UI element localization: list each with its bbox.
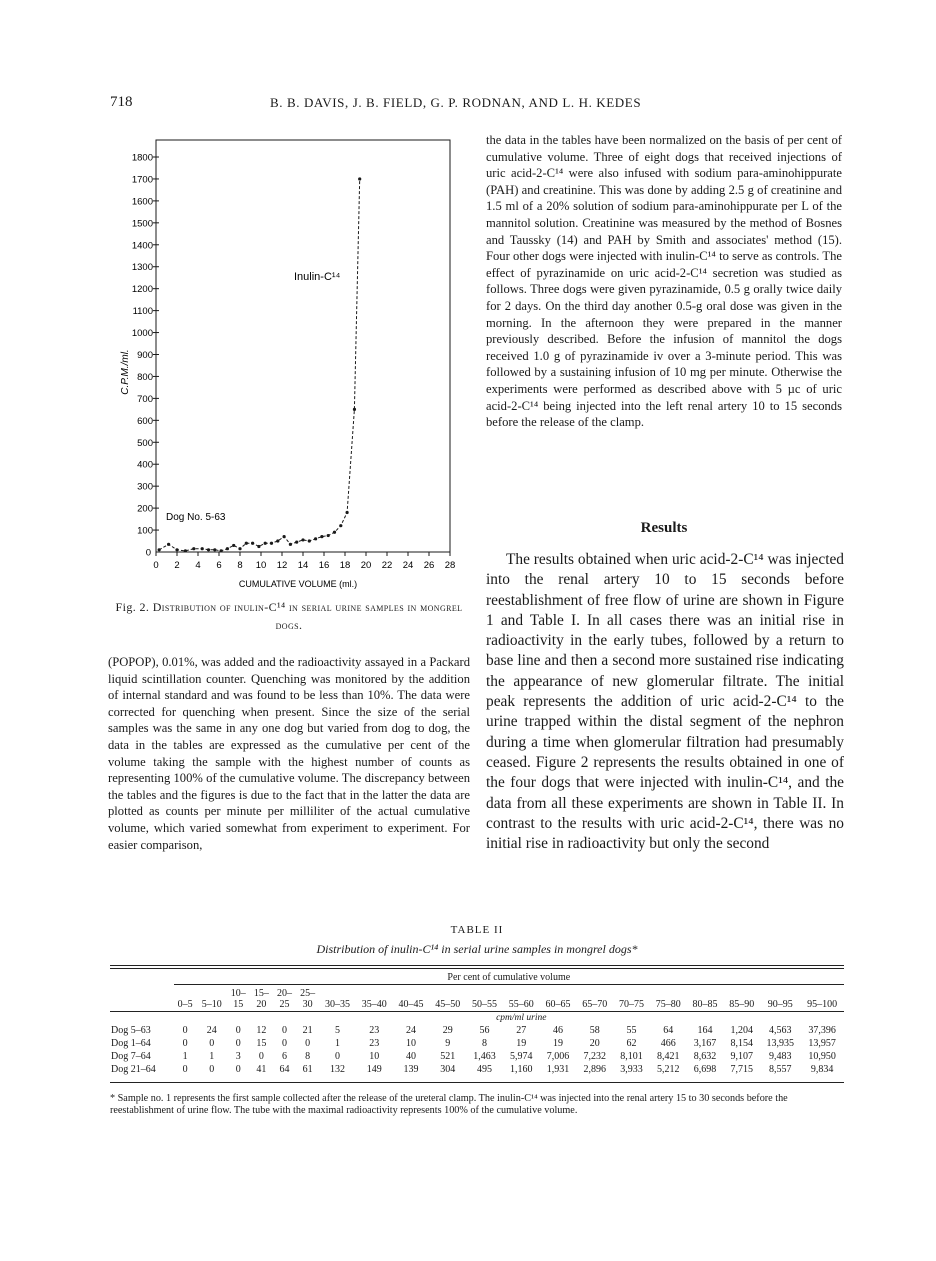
data-point <box>276 539 279 542</box>
table-cell: 0 <box>182 1064 188 1075</box>
table-cell: 0 <box>335 1051 341 1062</box>
chart-frame <box>156 140 450 552</box>
table-cell: 0 <box>305 1038 311 1049</box>
table-cell: 132 <box>330 1064 346 1075</box>
table-cell: 15 <box>256 1038 267 1049</box>
data-point <box>353 408 356 411</box>
table-cell: 62 <box>626 1038 637 1049</box>
caption-label: Fig. 2. <box>115 600 150 614</box>
table-cell: 9,834 <box>810 1064 834 1075</box>
table-cell: 9 <box>445 1038 451 1049</box>
column-header-text: 50–55 <box>472 999 498 1010</box>
page-header <box>110 94 844 116</box>
table-row <box>110 1037 844 1050</box>
table-cell: 12 <box>256 1025 267 1036</box>
table-footnote: * Sample no. 1 represents the first sample collected after the release of the ureteral clamp. The inulin-C¹⁴ was injected into the renal artery 15 to 30 seconds before the reestablishment of urine flow. The tube with the maximal radioactivity represents 100% of the cumulative volume. <box>110 1093 788 1116</box>
results-heading: Results <box>640 520 688 536</box>
data-point <box>192 547 195 550</box>
data-point <box>358 177 361 180</box>
data-point <box>295 541 298 544</box>
column-header-text: 5–10 <box>201 999 222 1010</box>
table-cell: 64 <box>279 1064 290 1075</box>
table-cell: 6 <box>281 1051 287 1062</box>
table-row <box>110 1050 844 1063</box>
data-point <box>245 542 248 545</box>
table-cell: 466 <box>660 1038 676 1049</box>
table-title: Distribution of inulin-C¹⁴ in serial urine samples in mongrel dogs* <box>316 942 638 956</box>
x-tick-label: 20 <box>360 560 372 571</box>
spanner-row <box>110 971 844 985</box>
table-cell: 3,933 <box>620 1064 643 1075</box>
data-point <box>226 547 229 550</box>
series-marks <box>158 177 362 552</box>
y-tick-label: 700 <box>137 393 153 405</box>
column-header-text: 80–85 <box>692 999 718 1010</box>
row-label: Dog 1–64 <box>111 1038 151 1049</box>
column-header <box>273 987 296 1012</box>
column-header <box>296 987 319 1012</box>
table-cell: 0 <box>235 1025 241 1036</box>
table-cell: 1,160 <box>510 1064 533 1075</box>
y-tick-label: 300 <box>137 481 153 493</box>
column-header-text: 85–90 <box>729 999 755 1010</box>
table-cell: 1,931 <box>546 1064 570 1075</box>
table-cell: 61 <box>302 1064 313 1075</box>
table-cell: 3 <box>235 1051 241 1062</box>
column-header-text: 25 <box>279 999 290 1010</box>
table-cell: 0 <box>209 1038 215 1049</box>
table-cell: 24 <box>406 1025 417 1036</box>
x-tick-label: 28 <box>444 560 456 571</box>
row-label: Dog 21–64 <box>111 1064 156 1075</box>
data-point <box>283 535 286 538</box>
column-header-text: 30 <box>302 999 313 1010</box>
data-point <box>213 548 216 551</box>
row-label: Dog 5–63 <box>111 1025 151 1036</box>
table-cell: 24 <box>206 1025 217 1036</box>
spanner-header: Per cent of cumulative volume <box>447 972 571 983</box>
blank-cell <box>110 987 174 1012</box>
column-header <box>800 987 844 1012</box>
running-head: B. B. DAVIS, J. B. FIELD, G. P. RODNAN, AND L. H. KEDES <box>270 95 642 110</box>
results-text: The results obtained when uric acid-2-C¹⁴ was injected into the renal artery 10 to 15 seconds before reestablishment of free flow of urine are shown in Figure 1 and Table I. In all cases there was an initial rise in radioactivity in the early tubes, followed by a return to base line and then a second more sustained rise indicating the appearance of new glomerular filtrate. The initial peak represents the addition of uric acid-2-C¹⁴ to the urine trapped within the distal segment of the nephron during a time when glomerular filtration had presumably ceased. Figure 2 represents the results obtained in one of the four dogs that were injected with inulin-C¹⁴, and the data from all these experiments are shown in Table II. In contrast to the results with uric acid-2-C¹⁴, there was no initial rise in radioactivity but only the second <box>486 551 844 853</box>
y-tick-label: 1700 <box>131 174 153 186</box>
x-axis-ticks <box>153 552 455 571</box>
data-point <box>308 539 311 542</box>
column-header <box>429 987 466 1012</box>
column-header <box>466 987 503 1012</box>
dog-annotation: Dog No. 5-63 <box>166 512 226 523</box>
data-point <box>339 524 342 527</box>
table-cell: 19 <box>516 1038 527 1049</box>
column-header-text: 40–45 <box>398 999 424 1010</box>
y-tick-label: 200 <box>137 503 153 515</box>
table-cell: 6,698 <box>693 1064 717 1075</box>
x-tick-label: 14 <box>297 560 309 571</box>
data-table <box>110 971 844 1076</box>
table-cell: 8 <box>305 1051 311 1062</box>
data-point <box>264 542 267 545</box>
table-cell: 23 <box>369 1025 380 1036</box>
table-cell: 5,974 <box>510 1051 533 1062</box>
table-cell: 0 <box>182 1038 188 1049</box>
column-header-text: 75–80 <box>655 999 681 1010</box>
table-cell: 164 <box>697 1025 713 1036</box>
column-header <box>760 987 800 1012</box>
series-line <box>159 179 360 551</box>
y-tick-label: 1400 <box>131 240 153 252</box>
y-axis-ticks <box>132 153 159 559</box>
table-cell: 56 <box>479 1025 490 1036</box>
column-header-text: 65–70 <box>582 999 608 1010</box>
x-axis-label: CUMULATIVE VOLUME (ml.) <box>238 579 358 589</box>
blank-cell <box>110 1012 174 1025</box>
column-header-text: 70–75 <box>619 999 645 1010</box>
caption-text: Distribution of inulin-C¹⁴ in serial urine samples in mongrel dogs. <box>152 600 463 632</box>
table-cell: 5 <box>335 1025 341 1036</box>
table-cell: 2,896 <box>583 1064 607 1075</box>
x-tick-label: 26 <box>423 560 435 571</box>
figure-caption <box>108 598 470 634</box>
unit-row <box>110 1012 844 1025</box>
column-header <box>393 987 430 1012</box>
y-tick-label: 1300 <box>131 262 153 274</box>
table-2 <box>110 924 844 1117</box>
data-point <box>320 535 323 538</box>
table-cell: 8 <box>482 1038 488 1049</box>
y-tick-label: 1600 <box>131 196 153 208</box>
blank-cell <box>174 1012 467 1025</box>
table-cell: 7,006 <box>546 1051 570 1062</box>
table-cell: 8,421 <box>657 1051 680 1062</box>
column-header <box>197 987 227 1012</box>
data-point <box>314 537 317 540</box>
table-cell: 19 <box>553 1038 564 1049</box>
table-cell: 1 <box>182 1051 188 1062</box>
table-top-rule <box>110 965 844 969</box>
table-cell: 41 <box>256 1064 267 1075</box>
column-header-text: 30–35 <box>325 999 351 1010</box>
table-bottom-rule <box>110 1082 844 1083</box>
table-cell: 10,950 <box>808 1051 836 1062</box>
table-cell: 27 <box>516 1025 527 1036</box>
data-point <box>167 543 170 546</box>
table-cell: 55 <box>626 1025 637 1036</box>
left-column-text: (POPOP), 0.01%, was added and the radioactivity assayed in a Packard liquid scintillation counter. Quenching was monitored by the addition of internal standard and was found to be less than 10%. The data were corrected for quenching when present. Since the size of the serial samples was the same in any one dog but varied from dog to dog, the data in the tables are expressed as the cumulative per cent of the volume taking the sample with the highest number of counts as representing 100% of the cumulative volume. The discrepancy between the tables and the figures is due to the fact that in the latter the data are plotted as counts per minute per milliliter of the actual cumulative volume, which varied somewhat from experiment to experiment. For easier comparison, <box>108 655 470 852</box>
column-header-row <box>110 987 844 1012</box>
table-cell: 20 <box>589 1038 600 1049</box>
column-header-text: 15 <box>233 999 244 1010</box>
x-tick-label: 18 <box>339 560 351 571</box>
data-point <box>232 544 235 547</box>
right-column-methods-text: the data in the tables have been normalized on the basis of per cent of cumulative volume. Three of eight dogs that received injections of uric acid-2-C¹⁴ were also infused with sodium para-aminohippurate (PAH) and creatinine. This was done by adding 2.5 g of creatinine and 1.5 ml of a 20% solution of sodium para-aminohippurate per L of the mannitol solution. Creatinine was measured by the method of Bosnes and Taussky (14) and PAH by Smith and associates' method (15). Four other dogs were injected with inulin-C¹⁴ to serve as controls. The effect of pyrazinamide on uric acid-2-C¹⁴ secretion was studied as follows. Three dogs were given pyrazinamide, 0.5 g orally twice daily for 2 days. On the third day another 0.5-g oral dose was given in the morning. In the afternoon they were prepared in the manner previously described. Before the infusion of mannitol the dogs received 1.0 g of pyrazinamide iv over a 3-minute period. This was followed by a sustaining infusion of 10 mg per minute. Otherwise the experiments were performed as described above with 5 µc of uric acid-2-C¹⁴ being injected into the left renal artery 10 to 15 seconds before the release of the clamp. <box>486 133 842 430</box>
data-point <box>257 545 260 548</box>
table-cell: 4,563 <box>768 1025 792 1036</box>
table-cell: 0 <box>258 1051 264 1062</box>
column-header <box>319 987 356 1012</box>
page-number: 718 <box>110 94 133 110</box>
inulin-chart <box>108 132 468 592</box>
column-header <box>227 987 250 1012</box>
table-cell: 7,232 <box>583 1051 607 1062</box>
data-point <box>301 538 304 541</box>
column-header-text: 10– <box>230 988 246 999</box>
figure-2 <box>108 132 468 592</box>
y-tick-label: 1100 <box>132 306 153 318</box>
y-tick-label: 1800 <box>131 152 153 164</box>
table-cell: 58 <box>589 1025 600 1036</box>
column-header-text: 45–50 <box>435 999 461 1010</box>
data-point <box>346 511 349 514</box>
column-header-text: 0–5 <box>177 999 193 1010</box>
blank-cell <box>110 971 174 985</box>
table-cell: 8,557 <box>768 1064 792 1075</box>
column-header-text: 20 <box>256 999 267 1010</box>
table-cell: 5,212 <box>657 1064 680 1075</box>
column-header-text: 60–65 <box>545 999 571 1010</box>
column-header <box>250 987 273 1012</box>
data-point <box>333 531 336 534</box>
data-point <box>201 547 204 550</box>
x-tick-label: 22 <box>381 560 393 571</box>
x-tick-label: 16 <box>318 560 330 571</box>
table-row <box>110 1063 844 1076</box>
table-cell: 40 <box>406 1051 417 1062</box>
table-body <box>110 971 844 1076</box>
data-point <box>207 548 210 551</box>
y-tick-label: 600 <box>137 415 153 427</box>
table-cell: 23 <box>369 1038 380 1049</box>
column-header-text: 90–95 <box>767 999 793 1010</box>
y-axis-label: C.P.M./ml. <box>120 349 131 395</box>
y-tick-label: 100 <box>137 525 153 537</box>
column-header <box>576 987 613 1012</box>
column-header-text: 15– <box>253 988 269 999</box>
table-cell: 13,957 <box>808 1038 836 1049</box>
data-point <box>158 548 161 551</box>
x-tick-label: 0 <box>153 560 159 571</box>
table-cell: 9,483 <box>768 1051 792 1062</box>
x-tick-label: 10 <box>255 560 267 571</box>
column-header-text: 25– <box>300 988 316 999</box>
column-header <box>356 987 393 1012</box>
table-cell: 10 <box>369 1051 380 1062</box>
table-cell: 64 <box>663 1025 674 1036</box>
table-cell: 0 <box>209 1064 215 1075</box>
x-tick-label: 4 <box>195 560 201 571</box>
x-tick-label: 8 <box>237 560 243 571</box>
table-cell: 1,204 <box>730 1025 754 1036</box>
table-cell: 8,154 <box>730 1038 754 1049</box>
x-tick-label: 12 <box>276 560 288 571</box>
y-tick-label: 1200 <box>131 284 153 296</box>
table-cell: 0 <box>281 1038 287 1049</box>
column-header <box>174 987 197 1012</box>
data-point <box>220 549 223 552</box>
y-origin-label: 0 <box>145 547 151 559</box>
table-cell: 1 <box>209 1051 215 1062</box>
table-cell: 139 <box>403 1064 419 1075</box>
y-tick-label: 500 <box>137 437 153 449</box>
table-cell: 21 <box>302 1025 313 1036</box>
data-point <box>184 549 187 552</box>
table-cell: 1 <box>335 1038 341 1049</box>
table-cell: 7,715 <box>730 1064 754 1075</box>
table-cell: 0 <box>281 1025 287 1036</box>
table-cell: 37,396 <box>808 1025 836 1036</box>
column-header <box>503 987 540 1012</box>
table-row <box>110 1024 844 1037</box>
results-paragraph <box>486 550 844 854</box>
column-header-text: 55–60 <box>508 999 534 1010</box>
table-cell: 8,101 <box>620 1051 643 1062</box>
data-point <box>270 542 273 545</box>
table-cell: 0 <box>182 1025 188 1036</box>
y-tick-label: 900 <box>137 350 153 361</box>
table-cell: 149 <box>366 1064 382 1075</box>
table-cell: 29 <box>442 1025 453 1036</box>
data-point <box>251 542 254 545</box>
column-header-text: 95–100 <box>807 999 838 1010</box>
x-tick-label: 2 <box>174 560 180 571</box>
data-point <box>175 548 178 551</box>
data-point <box>238 547 241 550</box>
data-point <box>289 543 292 546</box>
table-cell: 10 <box>406 1038 417 1049</box>
series-annotation-inulin: Inulin-C¹⁴ <box>294 271 341 283</box>
table-cell: 0 <box>235 1064 241 1075</box>
column-header <box>650 987 687 1012</box>
column-header <box>723 987 760 1012</box>
x-tick-label: 24 <box>402 560 414 571</box>
table-cell: 3,167 <box>693 1038 717 1049</box>
table-cell: 521 <box>440 1051 456 1062</box>
column-header-text: 20– <box>276 988 292 999</box>
table-cell: 46 <box>553 1025 564 1036</box>
row-label: Dog 7–64 <box>111 1051 151 1062</box>
table-cell: 495 <box>477 1064 493 1075</box>
y-tick-label: 1500 <box>131 218 153 230</box>
table-cell: 9,107 <box>730 1051 754 1062</box>
column-header <box>540 987 577 1012</box>
column-header-text: 35–40 <box>361 999 387 1010</box>
y-tick-label: 400 <box>137 459 153 471</box>
table-cell: 8,632 <box>693 1051 717 1062</box>
table-cell: 304 <box>440 1064 456 1075</box>
plot-frame <box>156 140 450 552</box>
column-header <box>687 987 724 1012</box>
table-cell: 0 <box>235 1038 241 1049</box>
unit-label: cpm/ml urine <box>466 1012 576 1025</box>
data-point <box>327 534 330 537</box>
table-cell: 13,935 <box>766 1038 794 1049</box>
column-header <box>613 987 650 1012</box>
table-cell: 1,463 <box>473 1051 496 1062</box>
table-label: TABLE II <box>450 924 504 936</box>
blank-cell <box>576 1012 844 1025</box>
y-tick-label: 1000 <box>131 328 153 340</box>
x-tick-label: 6 <box>216 560 222 571</box>
y-tick-label: 800 <box>137 371 153 383</box>
